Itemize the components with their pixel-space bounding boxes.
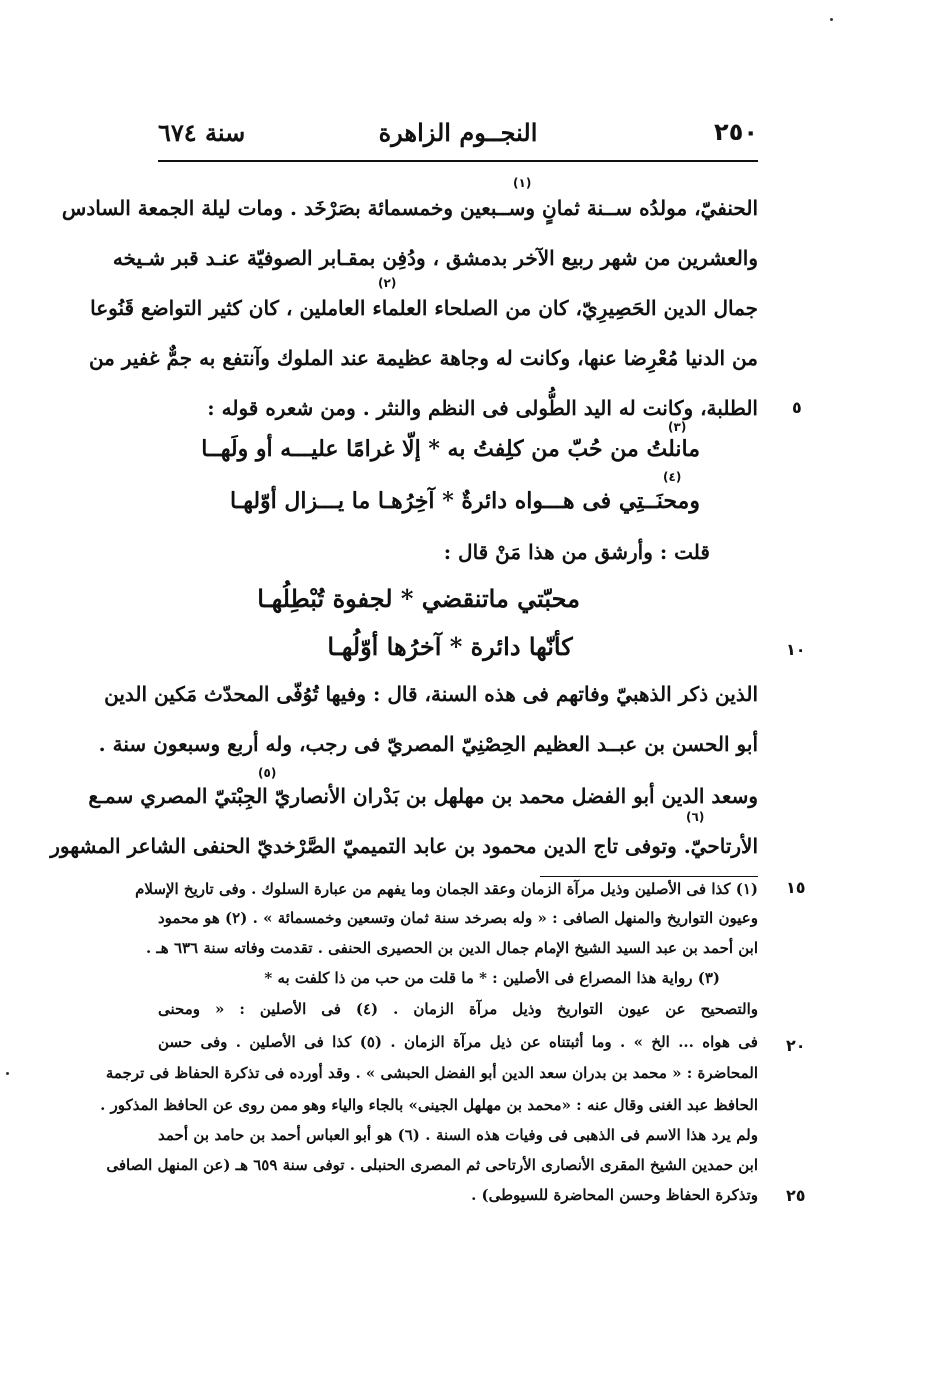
scan-speck — [830, 18, 833, 21]
body-line-8: أبو الحسن بن عبــد العظيم الحِصْنِيّ المصريّ فى رجب، وله أربع وسبعون سنة . — [98, 732, 758, 756]
footnote-line-10: ابن حمدين الشيخ المقرى الأنصارى الأرتاحى ثم المصرى الحنبلى . توفى سنة ٦٥٩ هـ (عن المنهل الصافى — [106, 1156, 758, 1174]
line-number-25: ٢٥ — [786, 1186, 806, 1205]
footnote-line-5: والتصحيح عن عيون التواريخ وذيل مرآة الزمان . (٤) فى الأصلين : « ومحنى — [158, 1000, 758, 1018]
body-line-10: الأرتاحيّ. وتوفى تاج الدين محمود بن عابد التميميّ الصَّرْخديّ الحنفى الشاعر المشهور — [50, 834, 758, 858]
page-number: ٢٥٠ — [714, 118, 758, 146]
footnote-line-3: ابن أحمد بن عبد السيد الشيخ الإمام جمال الدين بن الحصيرى الحنفى . تقدمت وفاته سنة ٦٣٦ هـ . — [145, 939, 758, 957]
body-line-9: وسعد الدين أبو الفضل محمد بن مهلهل بن بَدْران الأنصاريّ الجِبْتيّ المصري سمـع — [88, 784, 758, 808]
footnote-ref-6: (٦) — [686, 810, 705, 824]
footnote-line-2: وعيون التواريخ والمنهل الصافى : « وله بصرخد سنة ثمان وتسعين وخمسمائة » . (٢) هو محمود — [158, 909, 758, 927]
body-line-2: والعشرين من شهر ربيع الآخر بدمشق ، ودُفِن بمقـابر الصوفيّة عنـد قبر شـيخه — [112, 246, 758, 270]
footnote-line-7: المحاضرة : « محمد بن بدران سعد الدين أبو الفضل الحبشى » . وقد أورده فى تذكرة الحفاظ فى ترجمة — [105, 1064, 758, 1082]
footnote-ref-2: (٢) — [378, 276, 397, 290]
header-year: سنة ٦٧٤ — [158, 118, 246, 147]
line-number-15: ١٥ — [786, 878, 806, 897]
body-line-1: الحنفيّ، مولدُه ســنة ثمانٍ وســبعين وخمسمائة بصَرْخَد . ومات ليلة الجمعة السادس — [61, 196, 758, 220]
body-line-4: من الدنيا مُعْرِضا عنها، وكانت له وجاهة عظيمة عند الملوك وآنتفع به جمٌّ غفير من — [88, 346, 758, 370]
verse-line-4: كأنّها دائرة * آخرُها أوّلُهـا — [327, 632, 573, 661]
footnote-ref-5: (٥) — [258, 766, 277, 780]
verse-line-3: محبّتي ماتنقضي * لجفوة تُبْطِلُهـا — [257, 584, 580, 613]
footnote-line-8: الحافظ عبد الغنى وقال عنه : «محمد بن مهلهل الجينى» بالجاء والياء وهو ممن روى عن الحافظ المذكور . — [100, 1096, 758, 1114]
header-rule — [158, 160, 758, 162]
body-line-3: جمال الدين الحَصِيرِيّ، كان من الصلحاء العلماء العاملين ، كان كثير التواضع قَنُوعا — [90, 296, 758, 320]
footnote-ref-3: (٣) — [668, 420, 687, 434]
footnote-ref-4: (٤) — [663, 470, 682, 484]
footnote-line-11: وتذكرة الحفاظ وحسن المحاضرة للسيوطى) . — [471, 1186, 758, 1204]
book-title: النجــوم الزاهرة — [378, 118, 538, 147]
verse-line-2: ومحنَــتِي فى هـــواه دائرةٌ * آخِرُهـا ما يـــزال أوّلهـا — [230, 488, 700, 514]
line-number-20: ٢٠ — [786, 1036, 806, 1055]
footnote-line-9: ولم يرد هذا الاسم فى الذهبى فى وفيات هذه السنة . (٦) هو أبو العباس أحمد بن حامد بن أحمد — [158, 1126, 758, 1144]
line-number-5: ٥ — [792, 398, 802, 417]
scan-speck — [6, 1072, 9, 1075]
body-line-6: قلت : وأرشق من هذا مَنْ قال : — [443, 540, 710, 564]
line-number-10: ١٠ — [786, 640, 806, 659]
footnote-line-4: (٣) رواية هذا المصراع فى الأصلين : * ما قلت من حب من ذا كلفت به * — [264, 969, 720, 987]
footnote-ref-1: (١) — [513, 176, 532, 190]
body-line-7: الذين ذكر الذهبيّ وفاتهم فى هذه السنة، قال : وفيها تُوُفّى المحدّث مَكين الدين — [104, 682, 758, 706]
footnote-line-6: فى هواه ... الخ » . وما أثبتناه عن ذيل مرآة الزمان . (٥) كذا فى الأصلين . وفى حسن — [158, 1033, 758, 1051]
footnote-line-1: (١) كذا فى الأصلين وذيل مرآة الزمان وعقد الجمان وما يفهم من عبارة السلوك . وفى تاريخ الإسلام — [135, 880, 758, 898]
footnote-rule — [540, 876, 758, 877]
body-line-5: الطلبة، وكانت له اليد الطُّولى فى النظم والنثر . ومن شعره قوله : — [207, 396, 758, 420]
running-header — [158, 118, 758, 158]
verse-line-1: مانلتُ من حُبّ من كلِفتُ به * إلّا غرامًا عليـــه أو ولَهــا — [201, 436, 700, 462]
